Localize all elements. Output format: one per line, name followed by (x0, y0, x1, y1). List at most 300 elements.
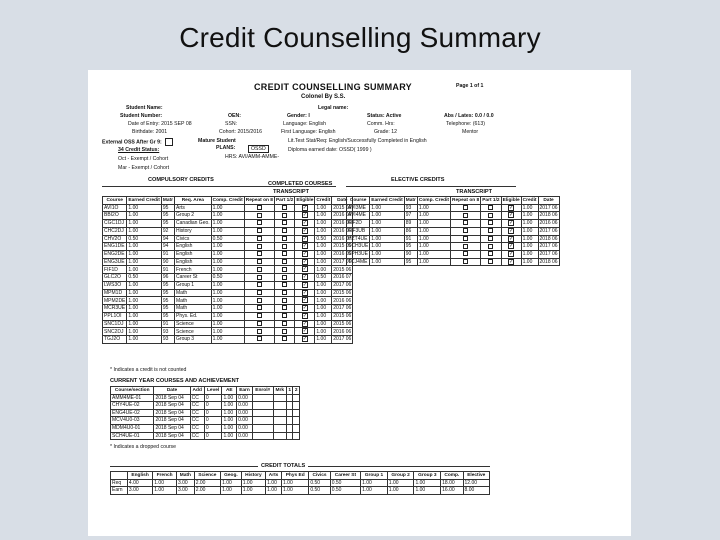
totals-value: 1.00 (361, 487, 388, 495)
transcript-credit: 1.00 (315, 328, 332, 336)
course-code: SCH3UE (348, 243, 369, 250)
comp-credit: 1.00 (417, 243, 450, 251)
mark: 95 (161, 297, 174, 305)
part-checkbox[interactable] (488, 244, 493, 249)
part-checkbox-cell (274, 220, 294, 228)
earned-credit: 1.00 (370, 258, 404, 266)
student-name-label: Student Name: (126, 105, 163, 111)
course-code: AVI3ME (347, 204, 370, 212)
repeat-checkbox[interactable] (463, 251, 468, 256)
transcript-date: 2016 06 (333, 212, 352, 219)
transcript-credit: 1.00 (521, 212, 538, 220)
totals-row-label: Req (111, 479, 128, 487)
eligible-checkbox[interactable]: ✓ (509, 258, 514, 265)
credit-summary-document (88, 70, 631, 536)
elective-column-header: Matr (405, 197, 416, 203)
transcript-date: 2015 06 (333, 289, 352, 296)
page-number: Page 1 of 1 (456, 83, 484, 89)
current-cell: ENG4UE-02 (111, 409, 154, 417)
repeat-checkbox[interactable] (257, 220, 262, 225)
eligible-checkbox-cell (501, 235, 521, 243)
repeat-checkbox[interactable] (257, 321, 262, 326)
part-checkbox[interactable] (282, 213, 287, 218)
slide-title: Credit Counselling Summary (179, 22, 541, 53)
current-cell: 1.00 (222, 424, 237, 432)
totals-column-header: Civics (309, 472, 330, 480)
current-cell: 0 (204, 432, 222, 440)
totals-value: 4.00 (127, 479, 152, 487)
eligible-checkbox[interactable]: ✓ (302, 305, 308, 312)
exempt-line-1: Oct - Exempt / Cohort (118, 156, 169, 162)
current-cell: 2018 Sep 04 (154, 424, 190, 432)
totals-column-header: Group 1 (361, 472, 388, 480)
earned-credit: 1.00 (127, 251, 161, 259)
totals-value: 3.00 (127, 487, 152, 495)
comp-credit: 0.50 (211, 274, 244, 282)
part-checkbox-cell (274, 243, 294, 251)
repeat-checkbox-cell (451, 212, 481, 220)
requirement-area: Phys. Ed. (175, 312, 212, 320)
elective-row (347, 204, 560, 212)
course-code: AVI4ME (347, 212, 370, 220)
mark: 95 (404, 243, 417, 251)
mark: 95 (161, 305, 174, 313)
repeat-checkbox-cell (451, 220, 481, 228)
repeat-checkbox-cell (244, 220, 274, 228)
repeat-checkbox[interactable] (257, 282, 262, 287)
totals-value: 1.00 (221, 479, 242, 487)
eligible-checkbox[interactable]: ✓ (302, 212, 308, 219)
elective-row (347, 227, 560, 235)
part-checkbox[interactable] (282, 290, 287, 295)
abs-lates: Abs / Lates: 0.0 / 0.0 (444, 113, 494, 119)
elective-row (347, 243, 560, 251)
mark: 95 (161, 281, 174, 289)
diploma-date: Diploma earned date: OSSD( 1999 ) (288, 147, 372, 153)
completed-courses-heading: COMPLETED COURSES (268, 181, 333, 187)
current-empty-cell (252, 394, 273, 402)
repeat-checkbox-cell (244, 328, 274, 336)
requirement-area: Civics (175, 235, 212, 243)
earned-credit: 1.00 (127, 212, 161, 220)
mentor: Mentor (462, 129, 479, 135)
eligible-checkbox-cell (295, 266, 315, 274)
compulsory-row (103, 274, 353, 282)
earned-credit: 1.00 (127, 328, 161, 336)
repeat-checkbox[interactable] (257, 305, 262, 310)
requirement-area: Science (175, 320, 212, 328)
eligible-checkbox[interactable]: ✓ (509, 220, 514, 227)
course-code: CHV2O (103, 235, 127, 243)
mark: 90 (161, 258, 174, 266)
repeat-checkbox[interactable] (463, 220, 468, 225)
repeat-checkbox-cell (451, 204, 481, 212)
repeat-checkbox[interactable] (257, 336, 262, 341)
earned-credit: 1.00 (370, 243, 404, 251)
elective-row (347, 235, 560, 243)
elective-row (347, 212, 560, 220)
eligible-checkbox-cell (501, 220, 521, 228)
eligible-checkbox-cell (295, 336, 315, 344)
current-column-header: Enrol# (252, 387, 273, 395)
repeat-checkbox[interactable] (257, 205, 262, 210)
repeat-checkbox[interactable] (257, 267, 262, 272)
current-cell: 1.00 (222, 409, 237, 417)
transcript-date: 2018 06 (539, 212, 558, 219)
eligible-checkbox[interactable]: ✓ (302, 204, 308, 211)
totals-value: 12.00 (463, 479, 489, 487)
elective-credits-heading: ELECTIVE CREDITS (391, 177, 445, 183)
elective-row (347, 258, 560, 266)
current-empty-cell (273, 402, 286, 410)
course-code: TCJ4ME (347, 258, 370, 266)
repeat-checkbox[interactable] (463, 228, 468, 233)
transcript-credit: 1.00 (521, 204, 538, 212)
transcript-credit: 1.00 (315, 227, 332, 235)
current-column-header: 2 (294, 387, 298, 393)
mark: 86 (404, 227, 417, 235)
eligible-checkbox[interactable]: ✓ (302, 258, 308, 265)
compulsory-row (103, 297, 353, 305)
repeat-checkbox[interactable] (257, 290, 262, 295)
earned-credit: 1.00 (370, 235, 404, 243)
repeat-checkbox-cell (244, 235, 274, 243)
comp-credit: 1.00 (211, 243, 244, 251)
transcript-credit: 1.00 (315, 220, 332, 228)
part-checkbox[interactable] (282, 267, 287, 272)
current-empty-cell (293, 424, 300, 432)
repeat-checkbox[interactable] (257, 329, 262, 334)
transcript-date: 2017 06 (539, 243, 558, 250)
eligible-checkbox[interactable]: ✓ (509, 204, 514, 211)
part-checkbox-cell (274, 281, 294, 289)
repeat-checkbox[interactable] (257, 236, 262, 241)
transcript-credit: 1.00 (315, 281, 332, 289)
eligible-checkbox[interactable]: ✓ (302, 328, 308, 335)
current-empty-cell (293, 417, 300, 425)
totals-value: 1.00 (282, 479, 309, 487)
totals-column-header: English (127, 472, 152, 480)
comp-credit: 1.00 (211, 227, 244, 235)
eligible-checkbox-cell (295, 274, 315, 282)
elective-column-header: Date (538, 197, 559, 205)
current-empty-cell (293, 432, 300, 440)
requirement-area: Group 3 (175, 336, 212, 344)
eligible-checkbox-cell (295, 227, 315, 235)
repeat-checkbox[interactable] (257, 298, 262, 303)
transcript-date: 2017 06 (333, 258, 352, 265)
repeat-checkbox[interactable] (257, 313, 262, 318)
current-column-header: 1 (288, 387, 291, 393)
course-code: TGJ2O (103, 336, 127, 344)
current-cell: 2018 Sep 04 (154, 394, 190, 402)
part-checkbox-cell (274, 305, 294, 313)
course-code: LWS3O (103, 281, 127, 289)
requirement-area: English (175, 243, 212, 251)
requirement-area: Science (175, 328, 212, 336)
current-header-row (111, 387, 300, 395)
current-cell: CC (190, 432, 204, 440)
compulsory-column-header: Credit (316, 197, 331, 203)
repeat-checkbox-cell (451, 235, 481, 243)
eligible-checkbox[interactable]: ✓ (302, 281, 308, 288)
compulsory-row (103, 281, 353, 289)
elective-column-header: Repeat on 8 (452, 197, 480, 203)
transcript-credit: 1.00 (315, 266, 332, 274)
ossd-box: OSSD (248, 145, 269, 153)
repeat-checkbox[interactable] (257, 244, 262, 249)
compulsory-row (103, 312, 353, 320)
part-checkbox-cell (274, 204, 294, 212)
repeat-checkbox[interactable] (257, 259, 262, 264)
totals-value: 1.00 (387, 487, 414, 495)
mark: 91 (161, 251, 174, 259)
totals-value: 18.00 (441, 479, 463, 487)
current-course-row (111, 432, 300, 440)
eligible-checkbox-cell (295, 312, 315, 320)
compulsory-column-header: Part 1/2 (275, 197, 294, 203)
eligible-checkbox-cell (295, 235, 315, 243)
part-checkbox[interactable] (282, 313, 287, 318)
comp-credit: 0.50 (211, 235, 244, 243)
elective-transcript-heading: TRANSCRIPT (456, 189, 493, 195)
current-cell: 0 (204, 402, 222, 410)
current-cell: 0.00 (237, 402, 253, 410)
current-cell: 0.00 (237, 417, 253, 425)
credit-totals-table (110, 471, 490, 495)
compulsory-column-header: Comp. Credit (212, 197, 243, 203)
totals-value: 1.00 (266, 479, 282, 487)
comp-credit: 1.00 (417, 251, 450, 259)
external-osslt-checkbox[interactable] (165, 138, 173, 146)
elective-divider (346, 186, 516, 187)
compulsory-column-header: Req. Area (175, 197, 212, 205)
current-empty-cell (293, 394, 300, 402)
part-checkbox[interactable] (282, 275, 287, 280)
compulsory-row (103, 320, 353, 328)
part-checkbox[interactable] (282, 244, 287, 249)
earned-credit: 1.00 (370, 212, 404, 220)
earned-credit: 1.00 (127, 266, 161, 274)
mark: 95 (161, 212, 174, 220)
eligible-checkbox[interactable]: ✓ (302, 220, 308, 227)
compulsory-column-header: Repeat on 8 (245, 197, 273, 203)
comp-credit: 1.00 (211, 312, 244, 320)
transcript-credit: 1.00 (315, 258, 332, 266)
status: Status: Active (367, 113, 402, 119)
eligible-checkbox-cell (501, 227, 521, 235)
oen-label: OEN: (228, 113, 241, 119)
totals-value: 1.00 (153, 479, 177, 487)
current-cell: CC (190, 424, 204, 432)
eligible-checkbox[interactable]: ✓ (509, 227, 514, 234)
part-checkbox[interactable] (282, 205, 287, 210)
mark: 93 (161, 328, 174, 336)
compulsory-note: * Indicates a credit is not counted (110, 367, 187, 373)
part-checkbox[interactable] (488, 236, 493, 241)
totals-value: 1.00 (266, 487, 282, 495)
totals-value: 2.00 (194, 487, 220, 495)
repeat-checkbox[interactable] (257, 275, 262, 280)
course-code: FIF1D (103, 266, 127, 274)
eligible-checkbox[interactable]: ✓ (302, 289, 308, 296)
mark: 95 (161, 204, 174, 212)
part-checkbox[interactable] (488, 220, 493, 225)
course-code: ENG2DE (103, 251, 127, 259)
earned-credit: 1.00 (370, 204, 404, 212)
elective-column-header: Earned Credit (371, 197, 403, 203)
telephone: Telephone: (613) (446, 121, 485, 127)
part-checkbox-cell (274, 336, 294, 344)
repeat-checkbox[interactable] (463, 213, 468, 218)
elective-credits-table (346, 196, 560, 266)
eligible-checkbox[interactable]: ✓ (302, 312, 308, 319)
comp-credit: 1.00 (417, 212, 450, 220)
current-column-header: Mrk (273, 387, 286, 395)
comp-credit: 1.00 (211, 320, 244, 328)
eligible-checkbox[interactable]: ✓ (302, 251, 308, 257)
transcript-date: 2017 06 (333, 336, 352, 343)
transcript-date: 2016 06 (333, 220, 352, 227)
totals-row (111, 487, 490, 495)
plans-label: PLANS: (216, 145, 236, 151)
part-checkbox[interactable] (282, 228, 287, 233)
external-osslt-label: External OSS After Gr 9: (102, 139, 162, 146)
credit-status-label: 34 Credit Status: (118, 147, 160, 153)
transcript-credit: 0.50 (315, 274, 332, 282)
compulsory-credits-table (102, 196, 353, 344)
part-checkbox[interactable] (488, 205, 493, 210)
part-checkbox[interactable] (488, 213, 493, 218)
mark: 91 (161, 266, 174, 274)
eligible-checkbox[interactable]: ✓ (509, 212, 514, 219)
current-course-row (111, 409, 300, 417)
transcript-date: 2016 07 (333, 235, 352, 242)
part-checkbox[interactable] (488, 259, 493, 264)
eligible-checkbox[interactable]: ✓ (302, 336, 308, 343)
repeat-checkbox[interactable] (463, 205, 468, 210)
eligible-checkbox[interactable]: ✓ (509, 251, 514, 257)
part-checkbox[interactable] (282, 305, 287, 310)
part-checkbox[interactable] (488, 228, 493, 233)
totals-value: 1.00 (414, 487, 441, 495)
totals-value: 1.00 (361, 479, 388, 487)
part-checkbox[interactable] (282, 220, 287, 225)
mark: 94 (161, 235, 174, 243)
requirement-area: History (175, 227, 212, 235)
mark: 95 (161, 289, 174, 297)
hrs-label: HRS: AVI/AMM-AMME- (225, 154, 280, 160)
current-empty-cell (252, 409, 273, 417)
part-checkbox[interactable] (282, 298, 287, 303)
repeat-checkbox-cell (244, 281, 274, 289)
transcript-credit: 0.50 (315, 235, 332, 243)
part-checkbox[interactable] (282, 259, 287, 264)
repeat-checkbox-cell (451, 243, 481, 251)
school-name: Colonel By S.S. (301, 94, 346, 100)
totals-row (111, 479, 490, 487)
totals-column-header: History (241, 472, 265, 480)
part-checkbox-cell (274, 266, 294, 274)
repeat-checkbox[interactable] (463, 236, 468, 241)
eligible-checkbox[interactable]: ✓ (302, 235, 308, 242)
compulsory-header-row (103, 197, 353, 205)
repeat-checkbox-cell (244, 297, 274, 305)
transcript-credit: 1.00 (315, 305, 332, 313)
comp-credit: 1.00 (211, 258, 244, 266)
mark: 95 (404, 258, 417, 266)
repeat-checkbox-cell (244, 243, 274, 251)
repeat-checkbox-cell (244, 274, 274, 282)
elective-column-header: Credit (522, 197, 537, 203)
transcript-credit: 1.00 (521, 227, 538, 235)
eligible-checkbox[interactable]: ✓ (509, 243, 514, 250)
elective-row (347, 220, 560, 228)
current-empty-cell (273, 432, 286, 440)
part-checkbox[interactable] (282, 336, 287, 341)
date-of-entry: Date of Entry: 2015 SEP 08 (128, 121, 192, 127)
comp-credit: 1.00 (211, 251, 244, 259)
eligible-checkbox-cell (295, 243, 315, 251)
transcript-date: 2017 06 (539, 227, 558, 234)
repeat-checkbox[interactable] (257, 251, 262, 256)
current-course-row (111, 417, 300, 425)
comp-credit: 1.00 (211, 220, 244, 228)
part-checkbox[interactable] (282, 321, 287, 326)
mark: 91 (161, 320, 174, 328)
eligible-checkbox[interactable]: ✓ (302, 274, 308, 281)
course-code: PPL1OI (103, 312, 127, 320)
eligible-checkbox[interactable]: ✓ (302, 243, 308, 250)
part-checkbox[interactable] (488, 251, 493, 256)
transcript-date: 2016 07 (333, 274, 352, 281)
part-checkbox[interactable] (282, 251, 287, 256)
current-cell: 0.00 (237, 432, 253, 440)
transcript-date: 2015 06 (333, 204, 352, 211)
current-cell: MDM4U0-01 (111, 424, 154, 432)
transcript-credit: 1.00 (521, 220, 538, 228)
transcript-date: 2016 06 (333, 297, 352, 304)
part-checkbox[interactable] (282, 236, 287, 241)
repeat-checkbox[interactable] (463, 259, 468, 264)
repeat-checkbox-cell (244, 258, 274, 266)
eligible-checkbox[interactable]: ✓ (302, 266, 308, 273)
part-checkbox-cell (274, 258, 294, 266)
mark: 90 (404, 251, 417, 259)
repeat-checkbox[interactable] (257, 213, 262, 218)
eligible-checkbox[interactable]: ✓ (509, 235, 514, 242)
comp-credit: 1.00 (211, 266, 244, 274)
requirement-area: Group 2 (175, 212, 212, 220)
transcript-credit: 1.00 (315, 336, 332, 344)
repeat-checkbox[interactable] (257, 228, 262, 233)
elective-column-header: Comp. Credit (418, 197, 450, 203)
current-cell: CC (190, 394, 204, 402)
mark: 96 (161, 274, 174, 282)
eligible-checkbox[interactable]: ✓ (302, 297, 308, 304)
part-checkbox[interactable] (282, 329, 287, 334)
compulsory-row (103, 305, 353, 313)
requirement-area: English (175, 251, 212, 259)
repeat-checkbox[interactable] (463, 244, 468, 249)
transcript-credit: 1.00 (315, 251, 332, 259)
eligible-checkbox[interactable]: ✓ (302, 320, 308, 327)
student-number-label: Student Number: (120, 113, 163, 119)
part-checkbox[interactable] (282, 282, 287, 287)
eligible-checkbox-cell (295, 305, 315, 313)
compulsory-column-header: Earned Credit (128, 197, 160, 203)
eligible-checkbox[interactable]: ✓ (302, 227, 308, 234)
